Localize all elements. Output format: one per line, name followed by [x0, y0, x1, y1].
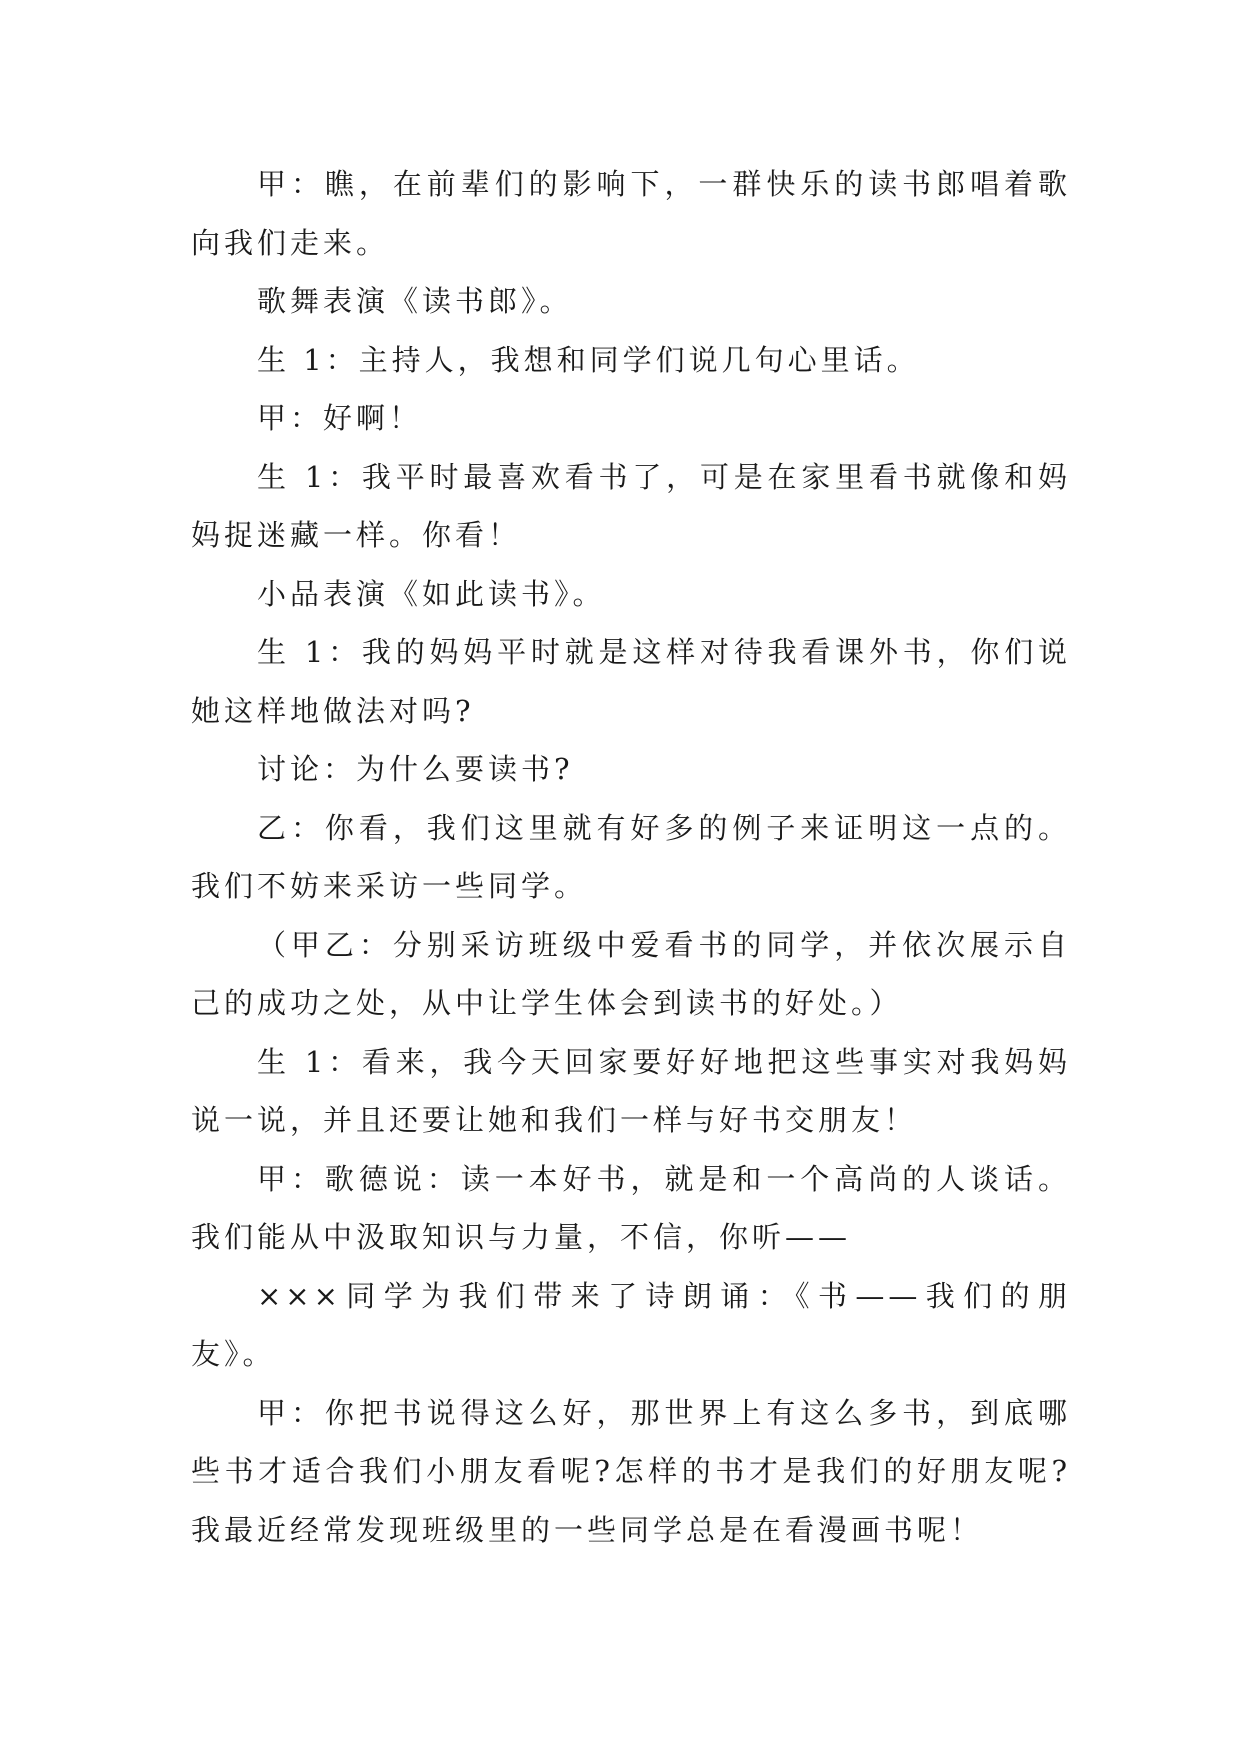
paragraph: 生 1：我平时最喜欢看书了，可是在家里看书就像和妈妈捉迷藏一样。你看！	[191, 459, 1071, 552]
paragraph: 歌舞表演《读书郎》。	[257, 284, 573, 318]
paragraph: ×××同学为我们带来了诗朗诵：《书——我们的朋友》。	[191, 1278, 1071, 1371]
paragraph: 生 1：我的妈妈平时就是这样对待我看课外书，你们说她这样地做法对吗?	[191, 635, 1071, 728]
paragraph: （甲乙：分别采访班级中爱看书的同学，并依次展示自己的成功之处，从中让学生体会到读书的好处。）	[191, 927, 1071, 1020]
paragraph: 甲：好啊！	[257, 401, 423, 435]
document-body	[191, 155, 1071, 1559]
paragraph: 讨论：为什么要读书?	[257, 752, 574, 786]
paragraph: 乙：你看，我们这里就有好多的例子来证明这一点的。我们不妨来采访一些同学。	[191, 810, 1071, 903]
paragraph: 甲：你把书说得这么好，那世界上有这么多书，到底哪些书才适合我们小朋友看呢?怎样的书才是我们的好朋友呢?我最近经常发现班级里的一些同学总是在看漫画书呢！	[191, 1395, 1071, 1547]
paragraph: 甲：歌德说：读一本好书，就是和一个高尚的人谈话。我们能从中汲取知识与力量，不信，你听——	[191, 1161, 1071, 1254]
paragraph: 甲：瞧，在前辈们的影响下，一群快乐的读书郎唱着歌向我们走来。	[191, 167, 1071, 260]
paragraph: 生 1：看来，我今天回家要好好地把这些事实对我妈妈说一说，并且还要让她和我们一样与好书交朋友！	[191, 1044, 1071, 1137]
paragraph: 生 1：主持人，我想和同学们说几句心里话。	[257, 342, 920, 377]
paragraph: 小品表演《如此读书》。	[257, 576, 606, 611]
